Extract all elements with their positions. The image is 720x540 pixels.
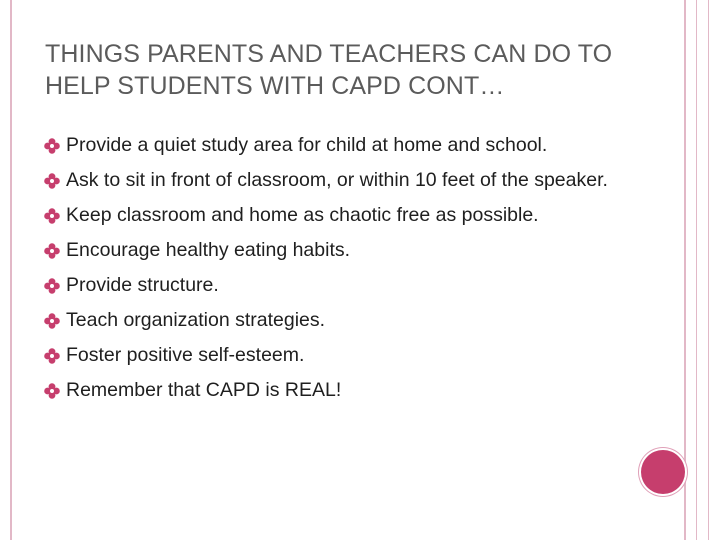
list-item <box>44 376 644 405</box>
list-item <box>44 166 644 195</box>
list-item <box>44 201 644 230</box>
bullet-text: Remember that CAPD is REAL! <box>66 379 342 401</box>
flower-bullet-icon <box>44 278 60 294</box>
left-border-line <box>10 0 12 540</box>
flower-bullet-icon <box>44 348 60 364</box>
flower-bullet-icon <box>44 173 60 189</box>
slide-title: THINGS PARENTS AND TEACHERS CAN DO TO HELP STUDENTS WITH CAPD CONT… <box>45 40 613 100</box>
flower-bullet-icon <box>44 313 60 329</box>
list-item <box>44 131 644 160</box>
bullet-text: Provide a quiet study area for child at home and school. <box>66 134 548 156</box>
bullet-text: Encourage healthy eating habits. <box>66 239 351 261</box>
bullet-text: Keep classroom and home as chaotic free as possible. <box>66 204 539 226</box>
bullet-text: Ask to sit in front of classroom, or within 10 feet of the speaker. <box>66 169 608 191</box>
list-item <box>44 341 644 370</box>
bullet-list <box>44 131 644 411</box>
bullet-text: Foster positive self-esteem. <box>66 344 305 366</box>
decorative-circle <box>641 450 685 494</box>
list-item <box>44 271 644 300</box>
right-border-line <box>684 0 686 540</box>
list-item <box>44 236 644 265</box>
bullet-text: Provide structure. <box>66 274 219 296</box>
right-border-line <box>696 0 697 540</box>
flower-bullet-icon <box>44 243 60 259</box>
flower-bullet-icon <box>44 138 60 154</box>
list-item <box>44 306 644 335</box>
bullet-text: Teach organization strategies. <box>66 309 326 331</box>
flower-bullet-icon <box>44 208 60 224</box>
right-border-line <box>708 0 709 540</box>
flower-bullet-icon <box>44 383 60 399</box>
